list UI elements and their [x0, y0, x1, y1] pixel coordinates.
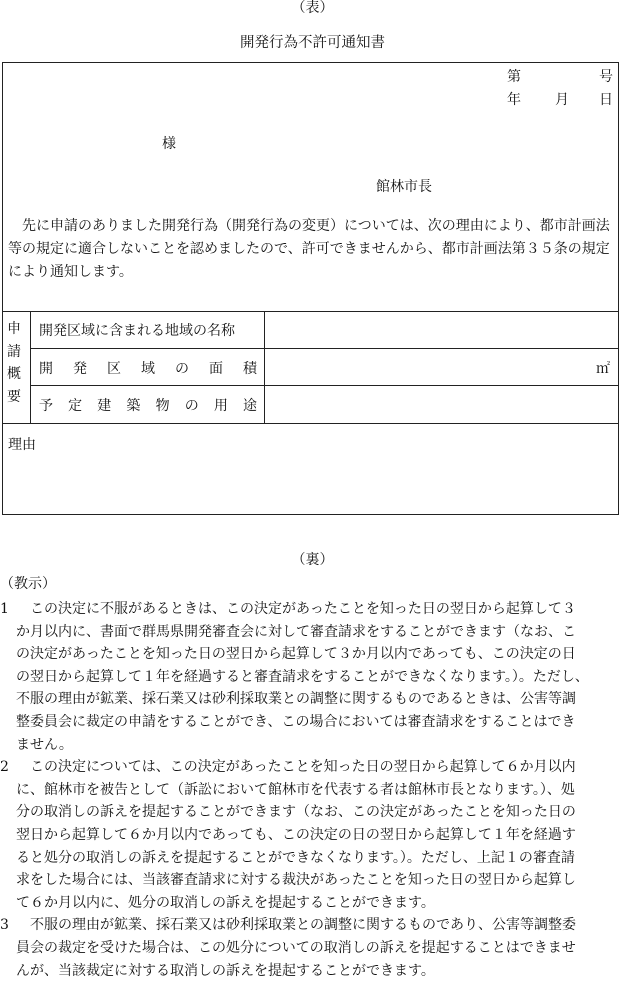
building-use-label-char: 物 [155, 398, 170, 414]
square-meter-unit: ㎡ [596, 361, 610, 377]
area-size-label-char: 域 [141, 361, 155, 377]
area-size-label-char: 区 [107, 361, 121, 377]
instruction-line: 不服の理由が鉱業、採石業又は砂利採取業との調整に関するものであり、公害等調整委 [30, 917, 576, 934]
summary-label-char: 請 [7, 343, 21, 360]
summary-row-divider-2 [30, 385, 619, 386]
planned-building-use-label [39, 395, 257, 415]
instruction-number: 3 [0, 917, 9, 934]
instruction-line: て６か月以内に、処分の取消しの訴えを提起することができます。 [16, 894, 435, 911]
instruction-line: んが、当該裁定に対する取消しの訴えを提起することができます。 [16, 962, 435, 979]
doc-number-prefix: 第 [507, 69, 521, 85]
building-use-label-char: 予 [39, 398, 53, 414]
summary-top-border [2, 311, 619, 312]
instruction-line: 不服の理由が鉱業、採石業又は砂利採取業との調整に関するものであるときは、公害等調 [16, 691, 576, 708]
document-title: 開発行為不許可通知書 [240, 35, 385, 51]
instruction-line: この決定については、この決定があったことを知った日の翌日から起算して６か月以内 [30, 759, 576, 776]
date-year: 年 [507, 92, 521, 108]
building-use-label-char: 途 [242, 398, 257, 414]
instruction-line: 分の取消しの訴えを提起することができます（なお、この決定があったことを知った日の [16, 804, 576, 821]
front-side-label: （表） [291, 0, 334, 16]
instruction-line: 員会の裁定を受けた場合は、この処分についての取消しの訴えを提起することはできませ [16, 939, 576, 956]
instruction-line: この決定に不服があるときは、この決定があったことを知った日の翌日から起算して３ [30, 601, 576, 617]
area-size-value[interactable] [266, 350, 616, 384]
building-use-label-char: 用 [213, 398, 228, 414]
area-size-label-char: 発 [73, 361, 87, 377]
area-size-label-char: 積 [243, 361, 257, 377]
instruction-item [0, 756, 625, 914]
instruction-line: か月以内に、書面で群馬県開発審査会に対して審査請求をすることができます（なお、こ [16, 623, 576, 640]
instruction-line: 整委員会に裁定の申請をすることができ、この場合においては審査請求をすることはでき [16, 713, 576, 730]
issuer-name: 館林市長 [376, 179, 432, 195]
document-number [507, 66, 613, 86]
instruction-line: に、館林市を被告として（訴訟において館林市を代表する者は館林市長となります。）、処 [16, 781, 575, 798]
instruction-number: 1 [0, 601, 9, 617]
back-side-label: （裏） [291, 552, 334, 568]
reason-field[interactable] [4, 455, 616, 513]
instruction-heading: （教示） [0, 576, 56, 592]
reason-label: 理由 [8, 437, 36, 453]
doc-number-suffix: 号 [599, 69, 613, 85]
summary-label-char: 申 [7, 321, 21, 337]
instruction-item [0, 914, 625, 982]
instruction-item [0, 598, 625, 756]
area-size-label-char: の [175, 361, 189, 377]
instruction-line: 翌日から起算して６か月以内であっても、この決定の日の翌日から起算して１年を経過す [16, 826, 576, 843]
building-use-label-char: 定 [68, 398, 83, 414]
notice-body [8, 215, 616, 284]
area-name-value[interactable] [266, 313, 616, 347]
summary-label-char: 要 [7, 388, 21, 405]
date-month: 月 [555, 92, 569, 108]
instruction-number: 2 [0, 759, 9, 776]
notice-body-text: 先に申請のありました開発行為（開発行為の変更）については、次の理由により、都市計画法等の規定に適合しないことを認めましたので、許可できませんから、都市計画法第３５条の規定により通知します。 [8, 218, 610, 280]
addressee-suffix: 様 [162, 136, 176, 152]
form-frame [2, 62, 619, 515]
building-use-label-char: 建 [97, 398, 112, 414]
instruction-line: ません。 [16, 736, 73, 753]
instruction-list [0, 598, 625, 982]
application-summary-label [3, 318, 25, 408]
instruction-line: ると処分の取消しの訴えを提起することができなくなります。）。ただし、上記１の審査請 [16, 849, 575, 866]
instruction-line: の翌日から起算して１年を経過すると審査請求をすることができなくなります。）。ただし、 [16, 668, 589, 685]
summary-value-divider [264, 311, 265, 423]
summary-bottom-border [2, 423, 619, 424]
area-size-label-char: 面 [209, 361, 223, 377]
summary-row-divider-1 [30, 348, 619, 349]
area-size-label [39, 358, 257, 378]
summary-label-char: 概 [7, 366, 21, 382]
planned-building-use-value[interactable] [266, 387, 616, 422]
instruction-line: 求をした場合には、当該審査請求に対する裁決があったことを知った日の翌日から起算し [16, 872, 576, 889]
instruction-line: の決定があったことを知った日の翌日から起算して３か月以内であっても、この決定の日 [16, 646, 576, 663]
building-use-label-char: 築 [126, 398, 141, 414]
date-day: 日 [599, 92, 613, 108]
summary-label-divider [30, 311, 31, 423]
area-name-label: 開発区域に含まれる地域の名称 [39, 323, 235, 339]
building-use-label-char: の [184, 398, 199, 414]
area-size-label-char: 開 [39, 361, 53, 377]
